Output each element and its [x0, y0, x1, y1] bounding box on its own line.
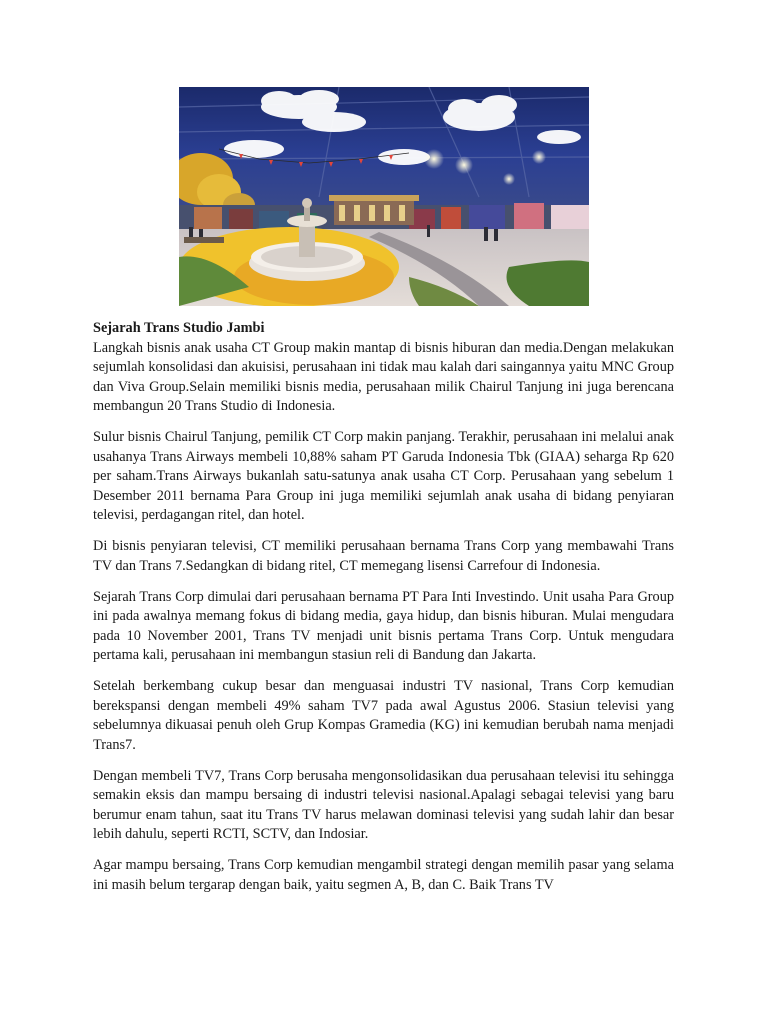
article-paragraph: Dengan membeli TV7, Trans Corp berusaha mengonsolidasikan dua perusahaan televisi itu sehingga semakin eksis dan mampu bersaing di industri televisi nasional.Apalagi sebagai televisi yang baru berumur enam tahun, saat itu Trans TV harus melawan dominasi televisi yang sudah lahir dan besar lebih dahulu, seperti RCTI, SCTV, dan Indosiar. — [93, 767, 674, 842]
article-paragraph: Setelah berkembang cukup besar dan menguasai industri TV nasional, Trans Corp kemudian berekspansi dengan membeli 49% saham TV7 pada awal Agustus 2006. Stasiun televisi yang sebelumnya dikuasai penuh oleh Grup Kompas Gramedia (KG) ini kemudian berubah nama menjadi Trans7. — [93, 678, 674, 753]
theme-park-photo — [179, 87, 589, 306]
article-paragraph: Sejarah Trans Corp dimulai dari perusahaan bernama PT Para Inti Investindo. Unit usaha Para Group ini pada awalnya memang fokus di bidang media, gaya hidup, dan bisnis hiburan. Mulai mengudara pada 10 November 2001, Trans TV menjadi unit bisnis pertama Trans Corp. Untuk mengudara pertama kali, perusahaan ini membangun stasiun reli di Bandung dan Jakarta. — [93, 588, 674, 663]
article-paragraph: Langkah bisnis anak usaha CT Group makin mantap di bisnis hiburan dan media.Dengan melakukan sejumlah konsolidasi dan akuisisi, perusahaan ini tidak mau kalah dari saingannya yaitu MNC Group dan Viva Group.Selain memiliki bisnis media, perusahaan milik Chairul Tanjung ini juga berencana membangun 20 Trans Studio di Indonesia. — [93, 339, 674, 414]
article-title: Sejarah Trans Studio Jambi — [93, 320, 265, 336]
theme-park-photo-illustration — [179, 87, 589, 306]
article-paragraph: Agar mampu bersaing, Trans Corp kemudian mengambil strategi dengan memilih pasar yang selama ini masih belum tergarap dengan baik, yaitu segmen A, B, dan C. Baik Trans TV — [93, 857, 674, 893]
article — [93, 319, 674, 907]
article-paragraph: Di bisnis penyiaran televisi, CT memiliki perusahaan bernama Trans Corp yang membawahi Trans TV dan Trans 7.Sedangkan di bidang ritel, CT memegang lisensi Carrefour di Indonesia. — [93, 538, 674, 574]
article-paragraph: Sulur bisnis Chairul Tanjung, pemilik CT Corp makin panjang. Terakhir, perusahaan ini melalui anak usahanya Trans Airways membeli 10,88% saham PT Garuda Indonesia Tbk (GIAA) seharga Rp 620 per saham.Trans Airways bukanlah satu-satunya anak usaha CT Corp. Perusahaan yang sebelum 1 Desember 2011 bernama Para Group ini juga memiliki sejumlah anak usaha di bidang penyiaran televisi, perdagangan ritel, dan hotel. — [93, 429, 674, 523]
